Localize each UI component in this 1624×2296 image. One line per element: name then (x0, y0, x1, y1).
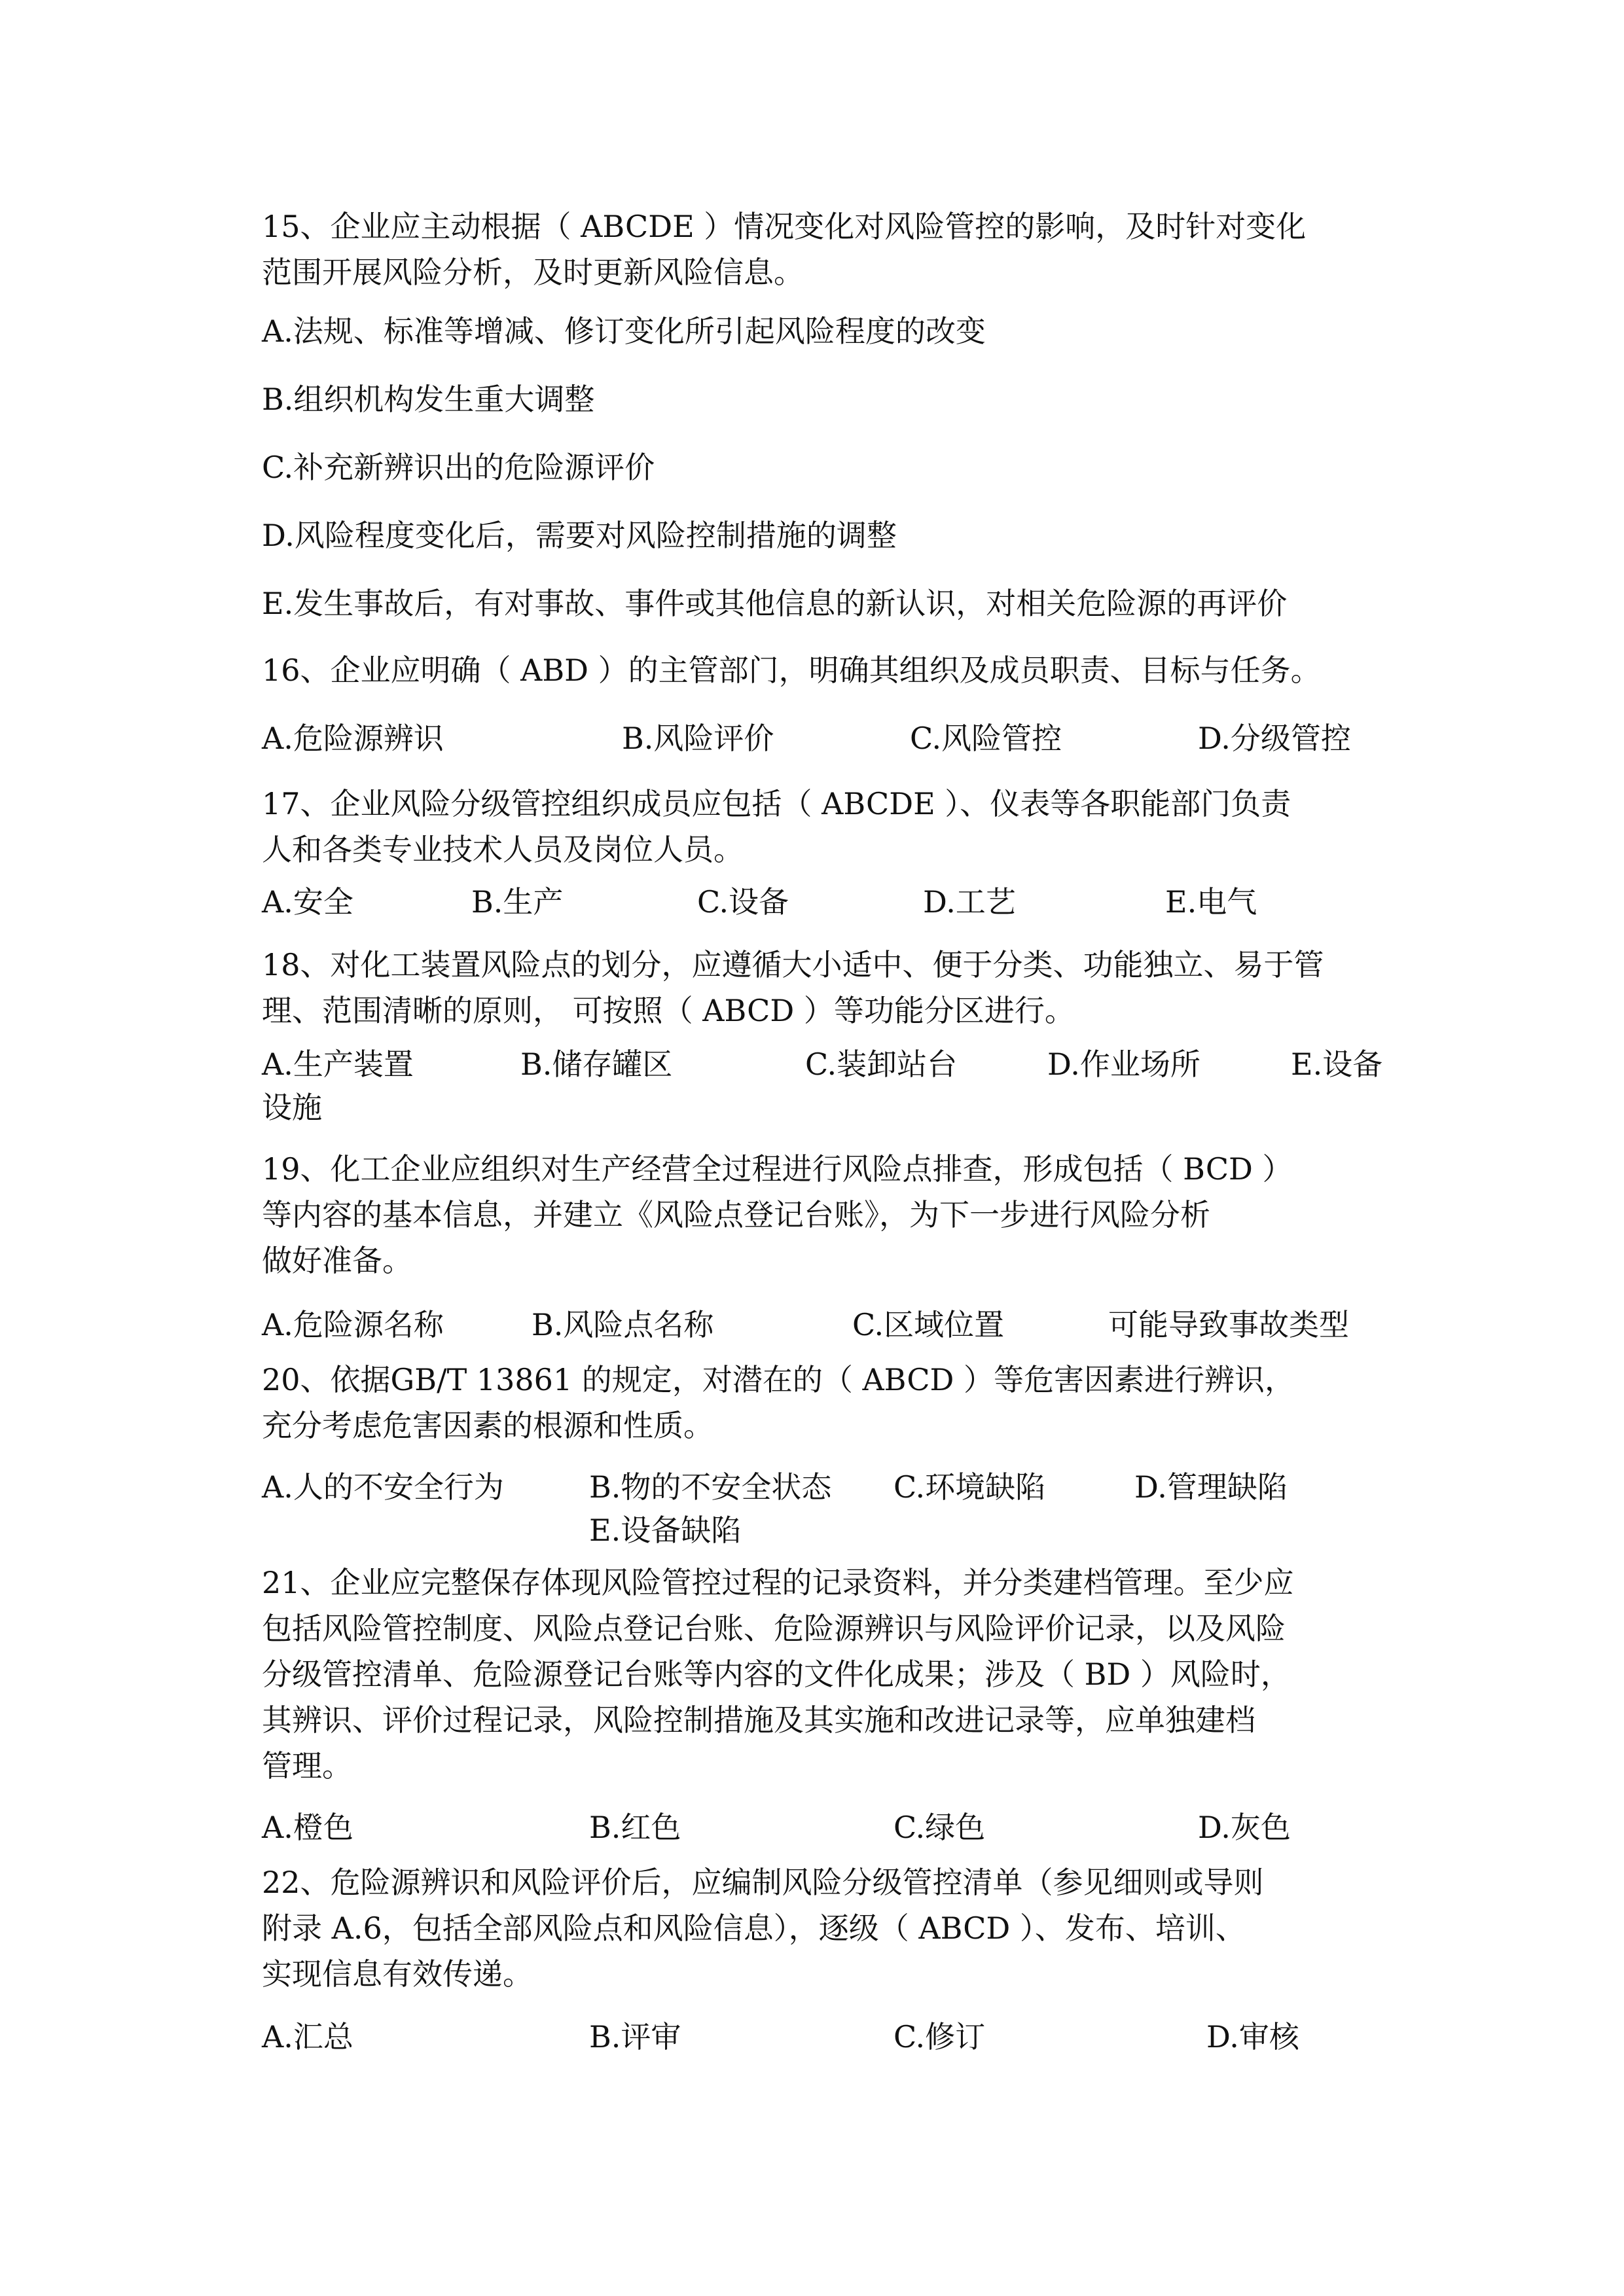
question-text-line: 17、企业风险分级管控组织成员应包括（ ABCDE ）、仪表等各职能部门负责 (262, 786, 1291, 821)
option-b: B.评审 (589, 2019, 681, 2054)
option-d: D.管理缺陷 (1134, 1469, 1288, 1505)
option-e: E.设备 (1291, 1047, 1383, 1082)
option-d: D.审核 (1206, 2019, 1299, 2054)
option-c: C.装卸站台 (805, 1047, 958, 1082)
question-text-line: 21、企业应完整保存体现风险管控过程的记录资料，并分类建档管理。至少应 (262, 1565, 1294, 1600)
question-text-line: 做好准备。 (262, 1243, 412, 1278)
question-text-line: 20、依据GB/T 13861 的规定，对潜在的（ ABCD ）等危害因素进行辨识， (262, 1362, 1295, 1397)
option-c: C.区域位置 (852, 1307, 1005, 1342)
option-a: A.危险源辨识 (262, 721, 444, 756)
option-a: A.人的不安全行为 (262, 1469, 504, 1505)
option-e: E.设备缺陷 (589, 1513, 742, 1548)
option-e: E.发生事故后，有对事故、事件或其他信息的新认识，对相关危险源的再评价 (262, 586, 1288, 621)
question-text-line: 15、企业应主动根据（ ABCDE ）情况变化对风险管控的影响，及时针对变化 (262, 209, 1307, 244)
question-text-line: 16、企业应明确（ ABD ）的主管部门，明确其组织及成员职责、目标与任务。 (262, 653, 1321, 688)
option-b: B.组织机构发生重大调整 (262, 382, 595, 417)
question-text-line: 19、化工企业应组织对生产经营全过程进行风险点排查，形成包括（ BCD ） (262, 1151, 1293, 1187)
question-text-line: 范围开展风险分析，及时更新风险信息。 (262, 255, 804, 290)
option-a: A.生产装置 (262, 1047, 414, 1082)
option-a: A.橙色 (262, 1810, 353, 1845)
option-b: B.物的不安全状态 (589, 1469, 832, 1505)
option-b: B.风险点名称 (532, 1307, 714, 1342)
option-e: E.电气 (1165, 884, 1257, 920)
option-d: D.作业场所 (1047, 1047, 1200, 1082)
question-text-line: 其辨识、评价过程记录，风险控制措施及其实施和改进记录等，应单独建档 (262, 1702, 1255, 1738)
question-text-line: 附录 A.6，包括全部风险点和风险信息），逐级（ ABCD ）、发布、培训、 (262, 1910, 1246, 1946)
option-d: 可能导致事故类型 (1108, 1307, 1349, 1342)
option-c: C.修订 (893, 2019, 986, 2054)
option-d: D.风险程度变化后，需要对风险控制措施的调整 (262, 518, 897, 553)
question-text-line: 18、对化工装置风险点的划分，应遵循大小适中、便于分类、功能独立、易于管 (262, 947, 1324, 982)
option-d: D.工艺 (923, 884, 1016, 920)
question-text-line: 理、范围清晰的原则， 可按照（ ABCD ）等功能分区进行。 (262, 993, 1075, 1028)
question-text-line: 人和各类专业技术人员及岗位人员。 (262, 832, 744, 867)
option-a: A.汇总 (262, 2019, 353, 2054)
question-text-line: 充分考虑危害因素的根源和性质。 (262, 1408, 713, 1443)
option-c: C.风险管控 (910, 721, 1062, 756)
question-text-line: 22、危险源辨识和风险评价后，应编制风险分级管控清单（参见细则或导则 (262, 1865, 1264, 1900)
option-d: D.分级管控 (1198, 721, 1351, 756)
option-a: A.法规、标准等增减、修订变化所引起风险程度的改变 (262, 314, 986, 349)
option-a: A.危险源名称 (262, 1307, 444, 1342)
option-c: C.环境缺陷 (893, 1469, 1046, 1505)
option-b: B.风险评价 (622, 721, 774, 756)
option-c: C.补充新辨识出的危险源评价 (262, 450, 655, 485)
question-text-line: 实现信息有效传递。 (262, 1956, 533, 1992)
question-text-line: 管理。 (262, 1748, 352, 1784)
question-text-line: 等内容的基本信息，并建立《风险点登记台账》，为下一步进行风险分析 (262, 1197, 1210, 1232)
option-e-continued: 设施 (262, 1090, 322, 1125)
option-a: A.安全 (262, 884, 353, 920)
option-b: B.储存罐区 (520, 1047, 673, 1082)
option-b: B.生产 (471, 884, 564, 920)
option-b: B.红色 (589, 1810, 681, 1845)
option-d: D.灰色 (1198, 1810, 1291, 1845)
question-text-line: 分级管控清单、危险源登记台账等内容的文件化成果；涉及（ BD ）风险时， (262, 1657, 1291, 1692)
option-c: C.绿色 (893, 1810, 986, 1845)
question-text-line: 包括风险管控制度、风险点登记台账、危险源辨识与风险评价记录，以及风险 (262, 1611, 1286, 1646)
option-c: C.设备 (697, 884, 789, 920)
